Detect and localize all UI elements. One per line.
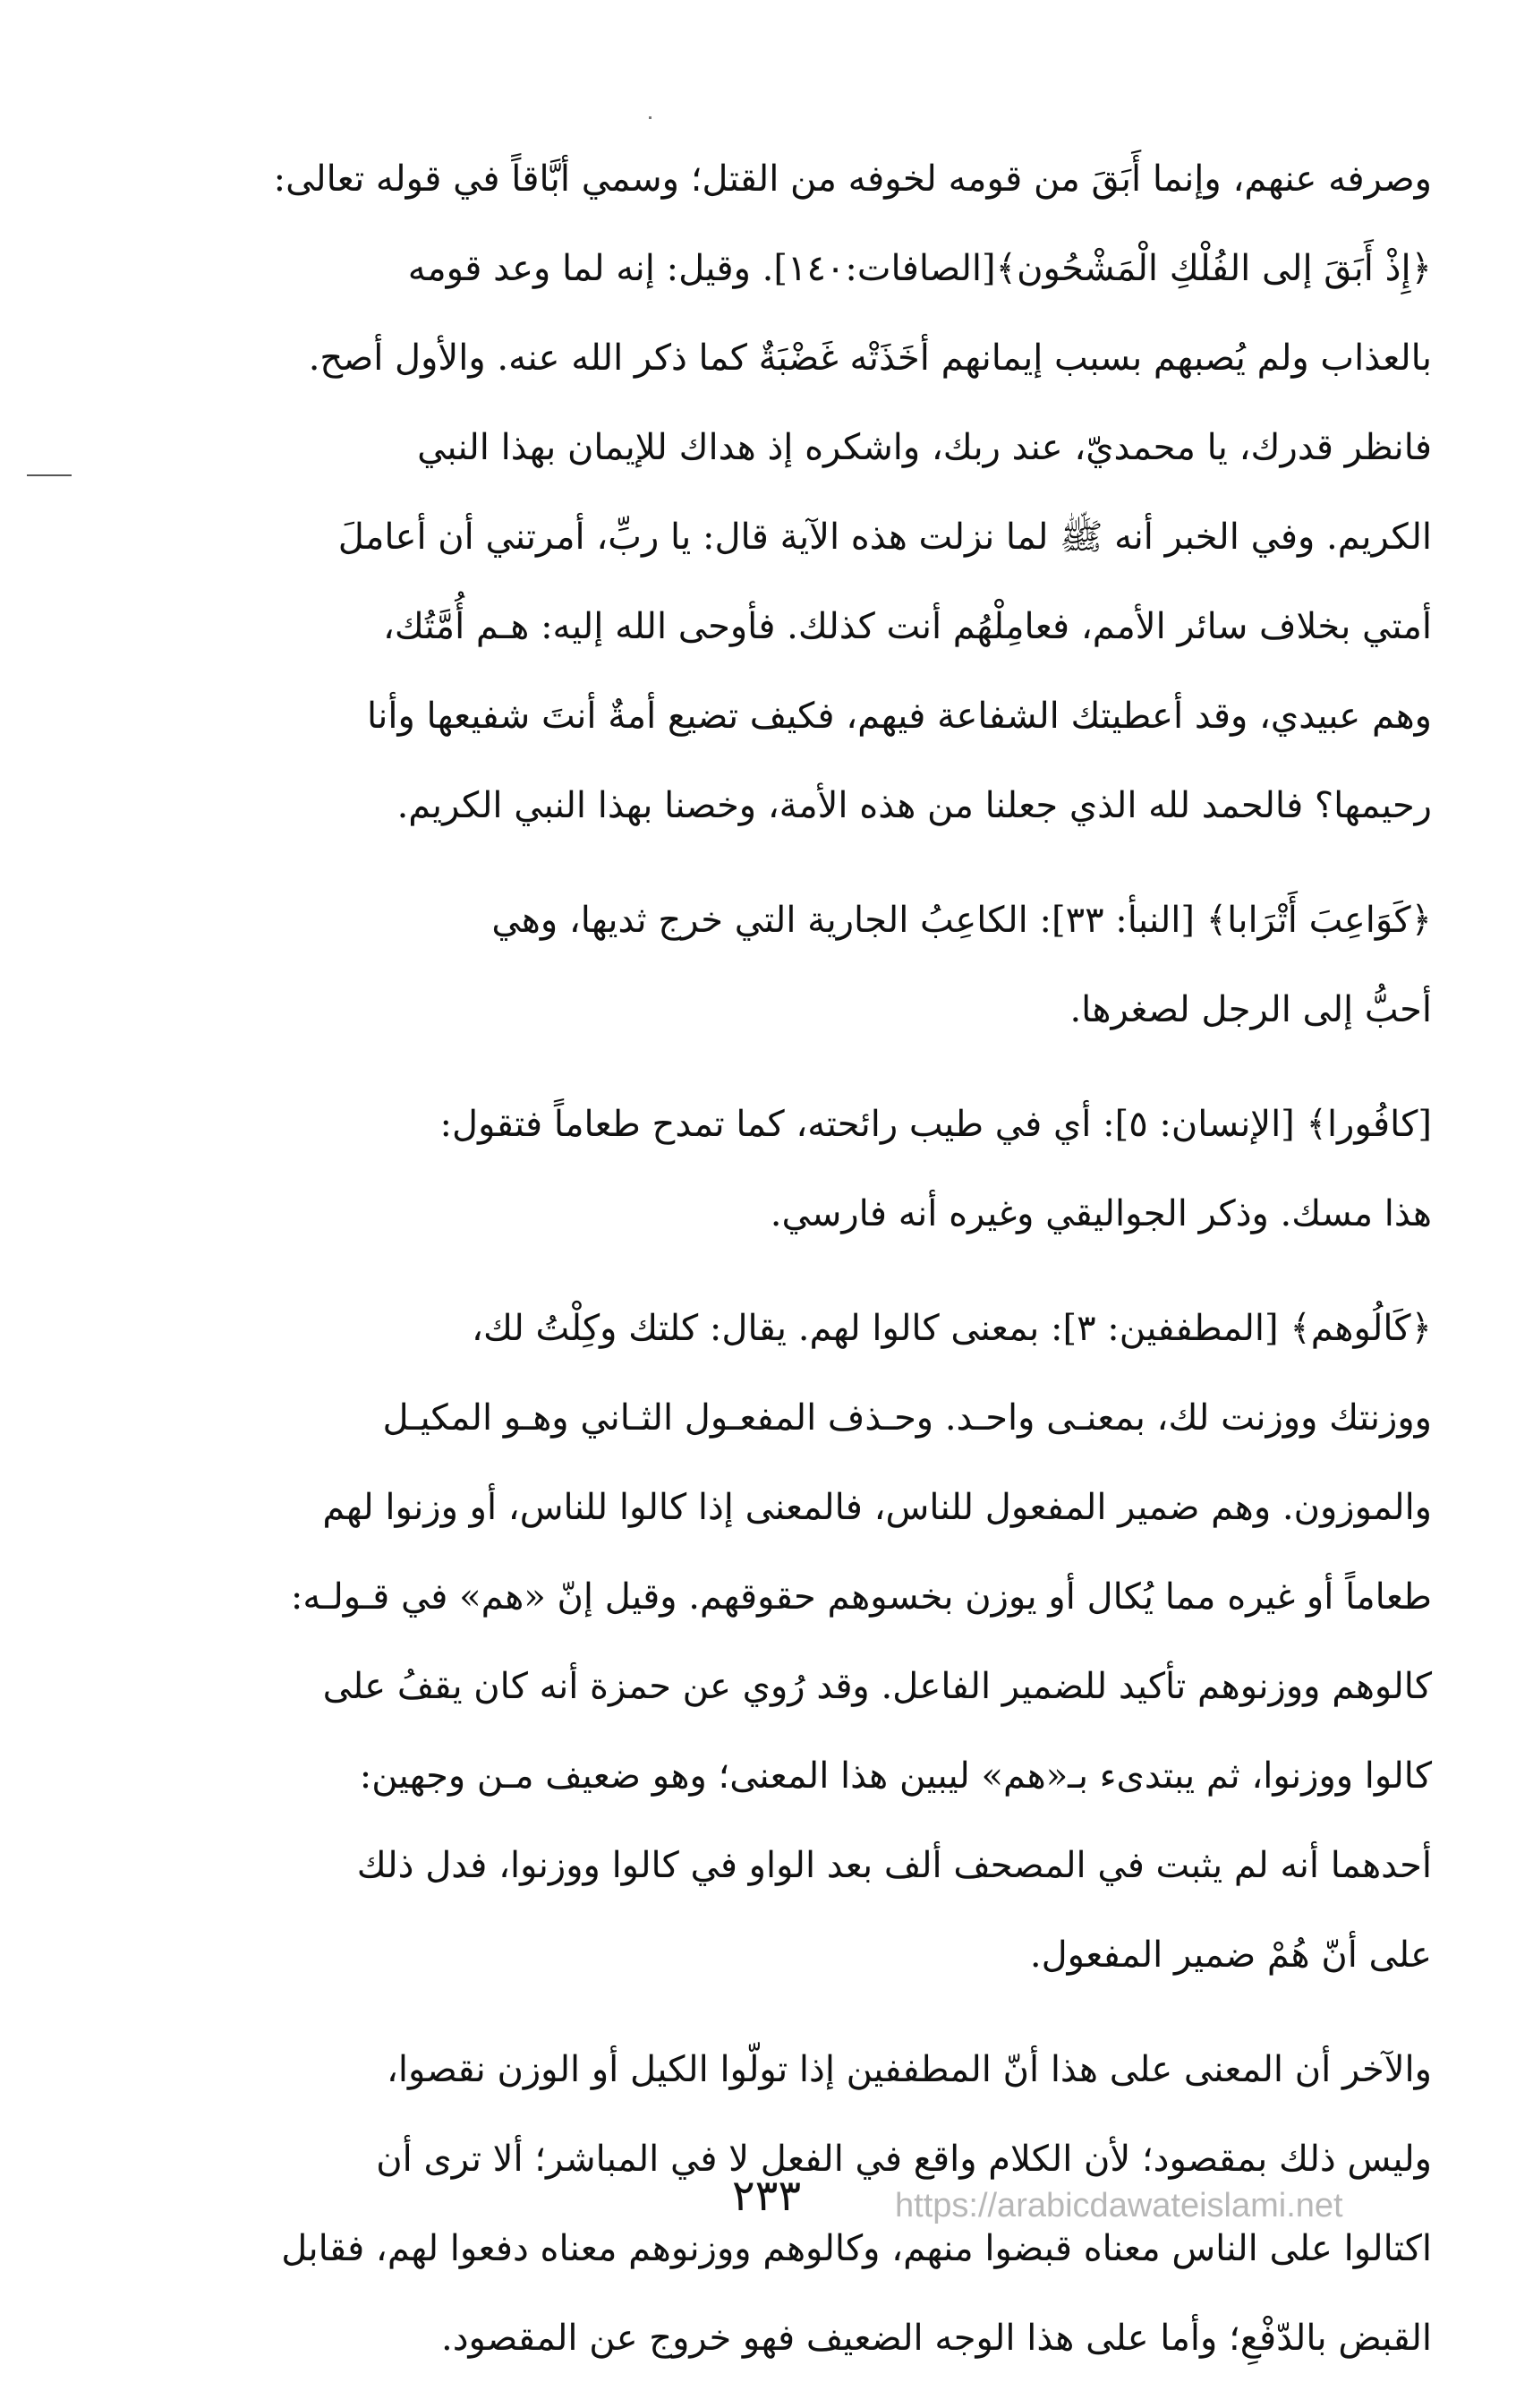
text-line: أمتي بخلاف سائر الأمم، فعامِلْهُم أنت كذلك. فأوحى الله إليه: هـم أُمَّتُك،	[382, 606, 1432, 647]
page-number: ٢٣٣	[731, 2171, 802, 2221]
text-line: هذا مسك. وذكر الجواليقي وغيره أنه فارسي.	[770, 1193, 1432, 1234]
entry-kafura	[170, 1080, 1432, 1259]
entry-kaluhum	[170, 1284, 1432, 2000]
text-line: [كافُورا﴾ [الإنسان: ٥]: أي في طيب رائحته، كما تمدح طعاماً فتقول:	[439, 1104, 1432, 1145]
text-line: والآخر أن المعنى على هذا أنّ المطففين إذا تولّوا الكيل أو الوزن نقصوا،	[387, 2049, 1432, 2090]
entry-kawaib	[170, 875, 1432, 1055]
text-line: بالعذاب ولم يُصبهم بسبب إيمانهم أخَذَتْه غَضْبَةٌ كما ذكر الله عنه. والأول أصح.	[308, 337, 1432, 379]
page-body	[170, 134, 1432, 2408]
text-line: والموزون. وهم ضمير المفعول للناس، فالمعنى إذا كالوا للناس، أو وزنوا لهم	[322, 1487, 1432, 1528]
text-line: وهم عبيدي، وقد أعطيتك الشفاعة فيهم، فكيف تضيع أمةٌ أنتَ شفيعها وأنا	[367, 696, 1432, 737]
text-line: رحيمها؟ فالحمد لله الذي جعلنا من هذه الأمة، وخصنا بهذا النبي الكريم.	[396, 785, 1432, 826]
scan-speck	[649, 116, 652, 119]
text-line: وليس ذلك بمقصود؛ لأن الكلام واقع في الفعل لا في المباشر؛ ألا ترى أن	[376, 2139, 1432, 2180]
text-line: أحدهما أنه لم يثبت في المصحف ألف بعد الواو في كالوا ووزنوا، فدل ذلك	[356, 1845, 1432, 1886]
paragraph-abaqa	[170, 134, 1432, 850]
text-line: أحبُّ إلى الرجل لصغرها.	[1069, 989, 1432, 1030]
text-line: القبض بالدّفْعِ؛ وأما على هذا الوجه الضعيف فهو خروج عن المقصود.	[441, 2318, 1432, 2359]
watermark-url[interactable]: https://arabicdawateislami.net	[895, 2187, 1343, 2224]
text-line: ﴿كَوَاعِبَ أَتْرَابا﴾ [النبأ: ٣٣]: الكاعِبُ الجارية التي خرج ثديها، وهي	[491, 900, 1432, 941]
margin-mark	[27, 474, 72, 476]
text-line: ﴿إِذْ أَبَقَ إلى الفُلْكِ الْمَشْحُون﴾[الصافات:١٤٠]. وقيل: إنه لما وعد قومه	[407, 248, 1432, 289]
text-line: كالوهم ووزنوهم تأكيد للضمير الفاعل. وقد رُوي عن حمزة أنه كان يقفُ على	[322, 1666, 1432, 1707]
text-line: وصرفه عنهم، وإنما أَبَقَ من قومه لخوفه من القتل؛ وسمي أبَّاقاً في قوله تعالى:	[273, 158, 1432, 200]
text-line: كالوا ووزنوا، ثم يبتدىء بـ«هم» ليبين هذا المعنى؛ وهو ضعيف مـن وجهين:	[359, 1755, 1432, 1797]
text-line: الكريم. وفي الخبر أنه ﷺ لما نزلت هذه الآية قال: يا ربِّ، أمرتني أن أعاملَ	[337, 517, 1432, 558]
text-line: على أنّ هُمْ ضمير المفعول.	[1029, 1934, 1432, 1976]
text-line: اكتالوا على الناس معناه قبضوا منهم، وكالوهم ووزنوهم معناه دفعوا لهم، فقابل	[281, 2228, 1432, 2269]
text-line: ووزنتك ووزنت لك، بمعنـى واحـد. وحـذف المفعـول الثـاني وهـو المكيـل	[382, 1397, 1432, 1439]
text-line: طعاماً أو غيره مما يُكال أو يوزن بخسوهم حقوقهم. وقيل إنّ «هم» في قـولـه:	[290, 1576, 1432, 1618]
text-line: ﴿كَالُوهم﴾ [المطففين: ٣]: بمعنى كالوا لهم. يقال: كلتك وكِلْتُ لك،	[472, 1308, 1432, 1349]
text-line: فانظر قدرك، يا محمديّ، عند ربك، واشكره إذ هداك للإيمان بهذا النبي	[417, 427, 1432, 468]
